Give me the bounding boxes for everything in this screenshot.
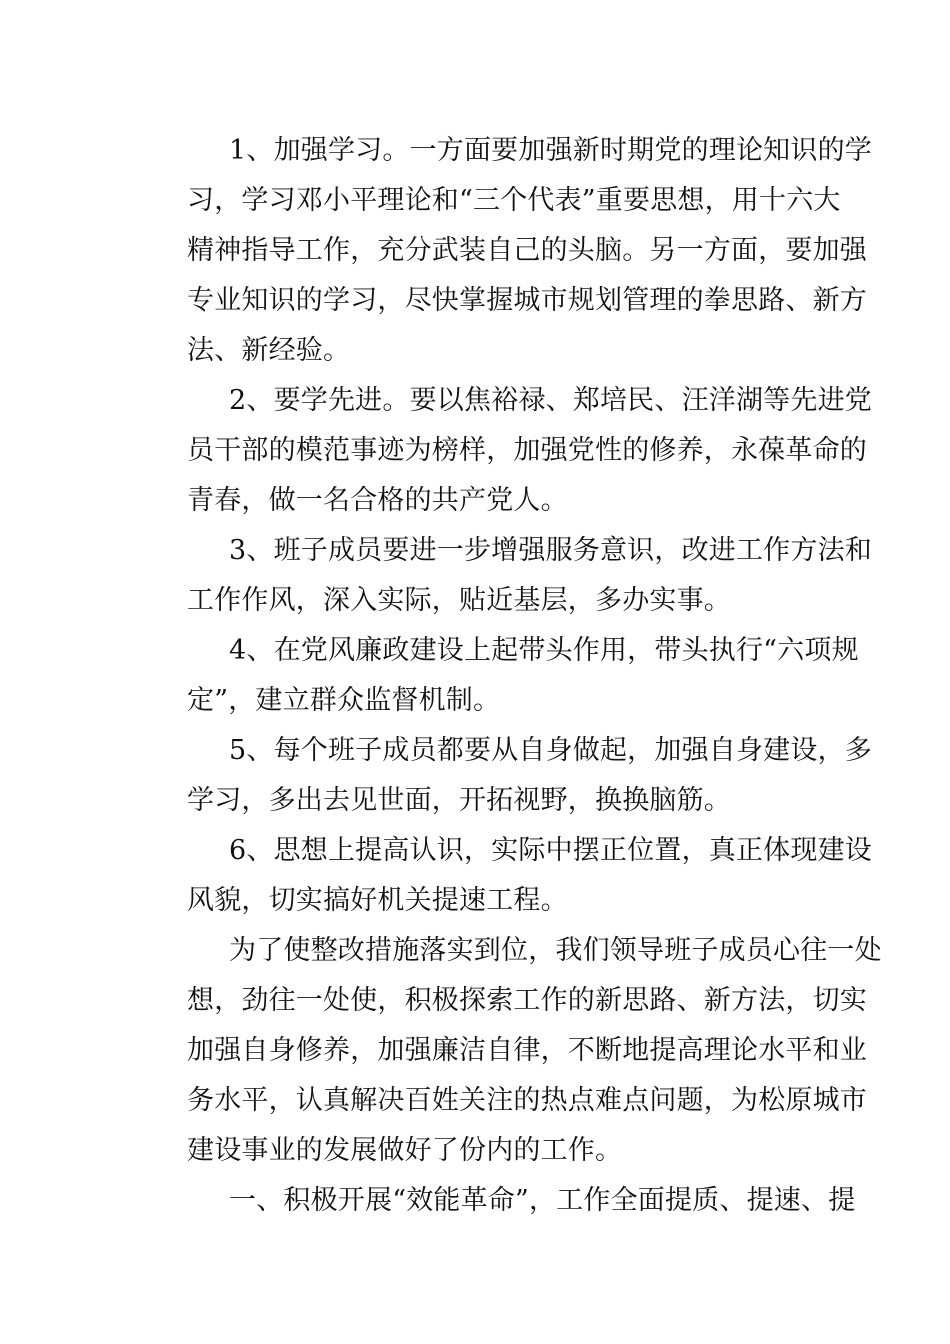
text-line: 务水平，认真解决百姓关注的热点难点问题，为松原城市 bbox=[187, 1085, 867, 1116]
text-line: 精神指导工作，充分武装自己的头脑。另一方面，要加强 bbox=[187, 235, 867, 266]
text-line: 法、新经验。 bbox=[187, 335, 351, 366]
paragraph-6 bbox=[145, 826, 872, 926]
text-line: 1、加强学习。一方面要加强新时期党的理论知识的学 bbox=[229, 135, 872, 166]
text-line: 学习，多出去见世面，开拓视野，换换脑筋。 bbox=[187, 785, 731, 816]
text-line: 工作作风，深入实际，贴近基层，多办实事。 bbox=[187, 585, 731, 616]
text-line: 想，劲往一处使，积极探索工作的新思路、新方法，切实 bbox=[187, 985, 867, 1016]
paragraph-5 bbox=[145, 726, 872, 826]
paragraph-2 bbox=[145, 376, 872, 526]
paragraph-8 bbox=[145, 1176, 856, 1226]
text-line: 风貌，切实搞好机关提速工程。 bbox=[187, 885, 568, 916]
text-line: 一、积极开展“效能革命”，工作全面提质、提速、提 bbox=[229, 1185, 856, 1216]
text-line: 青春，做一名合格的共产党人。 bbox=[187, 485, 568, 516]
paragraph-3 bbox=[145, 526, 872, 626]
paragraph-1 bbox=[145, 126, 872, 376]
paragraph-7 bbox=[145, 926, 882, 1176]
text-line: 专业知识的学习，尽快掌握城市规划管理的拳思路、新方 bbox=[187, 285, 867, 316]
text-line: 加强自身修养，加强廉洁自律，不断地提高理论水平和业 bbox=[187, 1035, 867, 1066]
document-body bbox=[145, 126, 882, 1226]
text-line: 习，学习邓小平理论和“三个代表”重要思想，用十六大 bbox=[187, 185, 841, 216]
text-line: 2、要学先进。要以焦裕禄、郑培民、汪洋湖等先进党 bbox=[229, 385, 872, 416]
text-line: 4、在党风廉政建设上起带头作用，带头执行“六项规 bbox=[229, 635, 859, 666]
text-line: 建设事业的发展做好了份内的工作。 bbox=[187, 1135, 623, 1166]
text-line: 3、班子成员要进一步增强服务意识，改进工作方法和 bbox=[229, 535, 872, 566]
paragraph-4 bbox=[145, 626, 859, 726]
text-line: 为了使整改措施落实到位，我们领导班子成员心往一处 bbox=[229, 935, 882, 966]
text-line: 5、每个班子成员都要从自身做起，加强自身建设，多 bbox=[229, 735, 872, 766]
text-line: 员干部的模范事迹为榜样，加强党性的修养，永葆革命的 bbox=[187, 435, 867, 466]
text-line: 定”，建立群众监督机制。 bbox=[187, 685, 501, 716]
text-line: 6、思想上提高认识，实际中摆正位置，真正体现建设 bbox=[229, 835, 872, 866]
